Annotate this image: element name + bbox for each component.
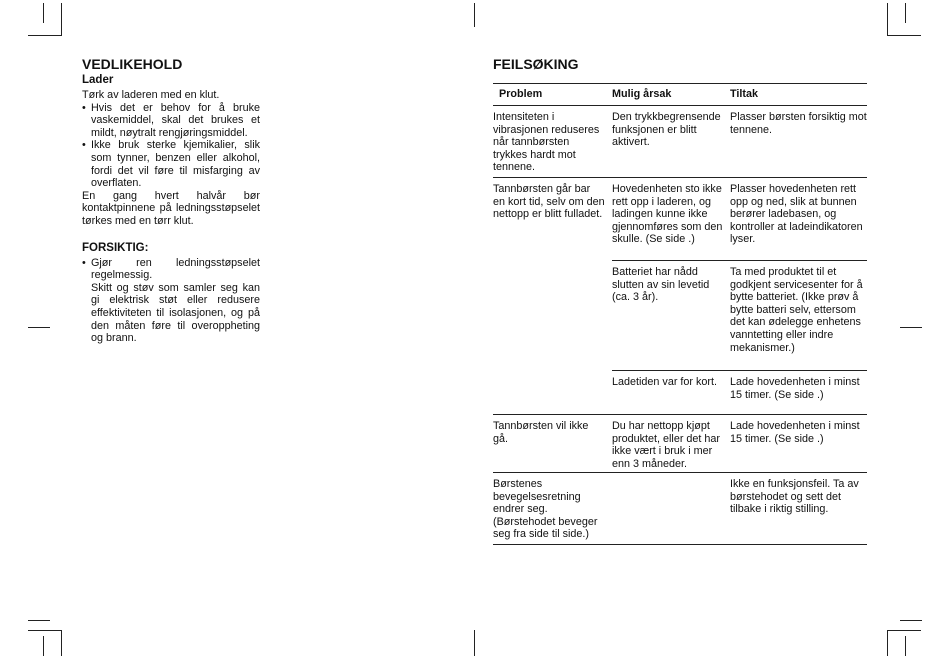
crop-mark — [905, 3, 906, 23]
crop-mark — [61, 630, 62, 656]
troubleshooting-title: FEILSØKING — [493, 56, 579, 72]
troubleshooting-section — [493, 56, 867, 541]
crop-mark — [43, 636, 44, 656]
problem-cell: Tannbørsten går bar en kort tid, selv om den nettopp er blitt fulladet. — [493, 183, 605, 221]
row-divider — [612, 260, 867, 261]
crop-mark — [887, 3, 888, 35]
maintenance-list — [82, 102, 260, 190]
crop-mark — [28, 630, 62, 631]
row-divider — [493, 414, 867, 415]
table-header — [493, 83, 867, 106]
action-cell: Plasser børsten forsiktig mot tennene. — [730, 111, 867, 136]
header-problem: Problem — [499, 88, 543, 100]
list-item — [82, 257, 260, 345]
intro-text: Tørk av laderen med en klut. — [82, 89, 220, 101]
caution-list — [82, 257, 260, 345]
table-bottom-border — [493, 544, 867, 545]
cause-cell: Du har nettopp kjøpt produktet, eller det har ikke vært i bruk i mer enn 3 måneder. — [612, 420, 721, 470]
action-cell: Lade hovedenheten i minst 15 timer. (Se side .) — [730, 376, 860, 401]
crop-mark — [887, 35, 921, 36]
problem-cell: Tannbørsten vil ikke gå. — [493, 420, 589, 445]
header-cause: Mulig årsak — [612, 88, 672, 100]
list-item: • Ikke bruk sterke kjemikalier, slik som tynner, benzen eller alkohol, fordi det vil føre til misfarging av overflaten. — [82, 139, 260, 189]
page-title: VEDLIKEHOLD — [82, 56, 183, 72]
crop-mark — [887, 630, 921, 631]
cause-cell: Den trykkbegrensende funksjonen er blitt aktivert. — [612, 111, 721, 149]
action-cell: Lade hovedenheten i minst 15 timer. (Se side .) — [730, 420, 860, 445]
cause-cell: Ladetiden var for kort. — [612, 376, 718, 388]
caution-bullet: Gjør ren ledningsstøpselet regelmessig. — [91, 256, 260, 282]
action-cell: Ikke en funksjonsfeil. Ta av børstehodet og sett det tilbake i riktig stilling. — [730, 478, 859, 516]
section-subtitle: Lader — [82, 74, 114, 86]
crop-mark — [28, 327, 50, 328]
crop-mark — [61, 3, 62, 35]
cause-cell: Hovedenheten sto ikke rett opp i laderen, og ladingen kunne ikke gjennomføres som den skulle. (Se side .) — [612, 183, 723, 246]
row-divider — [493, 472, 867, 473]
crop-mark — [43, 3, 44, 23]
crop-mark — [474, 630, 475, 656]
row-divider — [612, 370, 867, 371]
action-cell: Ta med produktet til et godkjent servicesenter for å bytte batteriet. (Ikke prøv å bytte batteri selv, ettersom det kan ødelegge enhetens vanntetting eller indre mekanismer.) — [730, 266, 863, 354]
crop-mark — [28, 620, 50, 621]
crop-mark — [905, 636, 906, 656]
cause-cell: Batteriet har nådd slutten av sin levetid (ca. 3 år). — [612, 266, 710, 304]
list-item: • Hvis det er behov for å bruke vaskemiddel, skal det brukes et mildt, nøytralt rengjøringsmiddel. — [82, 102, 260, 140]
crop-mark — [887, 630, 888, 656]
row-divider — [493, 177, 867, 178]
maintenance-paragraph: En gang hvert halvår bør kontaktpinnene på ledningsstøpselet tørkes med en tørr klut. — [82, 189, 260, 227]
caution-title: FORSIKTIG: — [82, 241, 149, 254]
crop-mark — [900, 327, 922, 328]
problem-cell: Børstenes bevegelsesretning endrer seg. (Børstehodet beveger seg fra side til side.) — [493, 478, 598, 541]
problem-cell: Intensiteten i vibrasjonen reduseres når tannbørsten trykkes hardt mot tennene. — [493, 111, 600, 174]
crop-mark — [474, 3, 475, 27]
maintenance-section — [82, 56, 260, 345]
crop-mark — [28, 35, 62, 36]
crop-mark — [900, 620, 922, 621]
action-cell: Plasser hovedenheten rett opp og ned, slik at bunnen berører ladebasen, og kontroller at ladeindikatoren lyser. — [730, 183, 863, 246]
caution-text: Skitt og støv som samler seg kan gi elektrisk støt eller redusere effektiviteten til isolasjonen, og på den måten føre til overoppheting og brann. — [91, 281, 260, 345]
header-action: Tiltak — [730, 88, 759, 100]
